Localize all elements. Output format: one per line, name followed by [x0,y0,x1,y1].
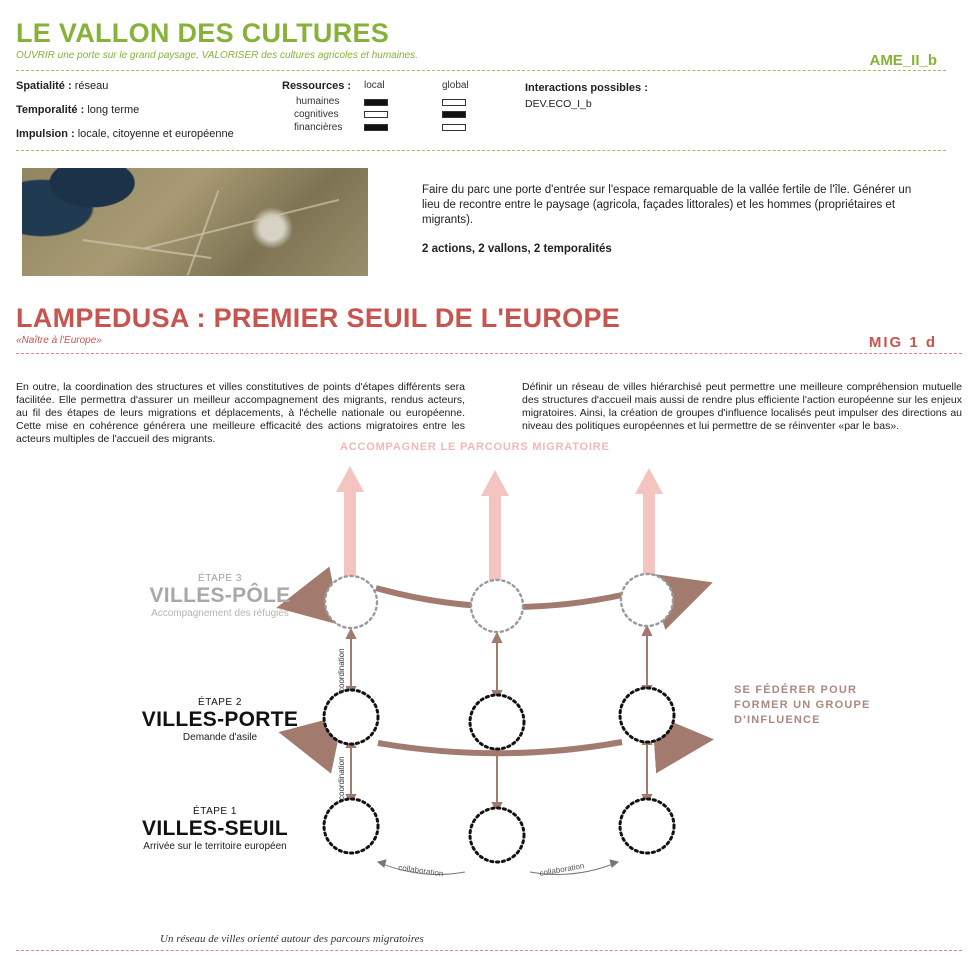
card2-paragraph-left: En outre, la coordination des structures et villes constitutives de points d'étapes différents sera facilitée. Elle permettra d'assurer un meilleur accompagnement des migrants, rendus acteurs, au fil des étapes de leurs migrations et déplacements, à l'échelle nationale ou européenne. Cette mise en cohérence générera une meilleure efficacité des actions migratoires entre les acteurs multiples de l'accueil des migrants. [16,381,465,445]
stage-3 [110,573,330,619]
card1-code: AME_II_b [869,52,937,69]
node-etape1-right [620,799,674,853]
stage-desc: Arrivée sur le territoire européen [143,841,287,852]
up-arrow-shaft-left [344,490,356,576]
stage-desc: Accompagnement des réfugiés [151,608,289,619]
upward-arrows [336,466,663,580]
card1-actions: 2 actions, 2 vallons, 2 temporalités [422,243,612,255]
federer-label: SE FÉDÉRER POUR FORMER UN GROUPE D'INFLUENCE [734,684,871,726]
city-nodes [324,574,674,862]
card1-subtitle: OUVRIR une porte sur le grand paysage, VALORISER des cultures agricoles et humaines. [16,50,418,61]
stage-name: VILLES-SEUIL [142,817,288,840]
stage-step: ÉTAPE 1 [193,806,237,817]
stage-name: VILLES-PORTE [141,708,299,731]
spatialite: Spatialité : réseau [16,80,109,92]
card1-description: Faire du parc une porte d'entrée sur l'espace remarquable de la vallée fertile de l'île. Générer un lieu de recontre entre le paysage (agricola, façades littorales) et les hommes (propriétaires et migrants). [422,184,912,226]
card1-title: LE VALLON DES CULTURES [16,18,390,48]
node-etape2-left [324,690,378,744]
h-arrow-middle-right [675,741,690,742]
node-etape3-right [621,574,673,626]
card2-subtitle: «Naître à l'Europe» [16,335,102,346]
impulsion: Impulsion : locale, citoyenne et européenne [16,128,234,140]
stage-2 [110,697,330,743]
stage-step: ÉTAPE 2 [198,697,242,708]
h-arrow-top-right [675,590,690,595]
card2-title: LAMPEDUSA : PREMIER SEUIL DE L'EUROPE [16,303,621,333]
resource-name: financières [294,122,343,133]
card2-divider-bottom [16,950,962,951]
card2-code: MIG 1 d [868,334,937,351]
up-arrow-head-right [635,468,663,494]
resource-name: cognitives [294,109,339,120]
node-etape2-middle [470,695,524,749]
coordination-label-upper: coordination [337,648,346,692]
stage-step: ÉTAPE 3 [198,573,242,584]
up-arrow-shaft-middle [489,494,501,580]
up-arrow-shaft-right [643,492,655,576]
col-local: local [364,80,385,91]
up-arrow-head-middle [481,470,509,496]
node-etape3-middle [471,580,523,632]
up-arrow-head-left [336,466,364,492]
ressources-label: Ressources : [282,80,352,92]
node-etape3-left [325,576,377,628]
interactions-label: Interactions possibles : [525,82,648,94]
collaboration-label-right: collaboration [538,861,586,878]
node-etape1-middle [470,808,524,862]
card2-paragraph-right: Définir un réseau de villes hiérarchisé peut permettre une meilleure compréhension mutuelle des structures d'accueil mais aussi de rendre plus efficiente l'action européenne sur les enjeux migratoires. Ainsi, la création de groupes d'influence localisés peut impulser des directions au niveau des politiques européennes et lui permettre de se réinventer «par le bas». [522,381,962,432]
diagram-top-label: ACCOMPAGNER LE PARCOURS MIGRATOIRE [340,441,610,453]
interactions-value: DEV.ECO_I_b [525,98,592,110]
stage-1 [100,806,330,852]
col-global: global [442,80,469,91]
temporalite: Temporalité : long terme [16,104,140,116]
stage-desc: Demande d'asile [182,732,258,743]
coordination-label-lower: coordination [337,756,346,800]
collaboration-label-left: collaboration [397,863,444,879]
resource-name: humaines [296,96,340,107]
node-etape2-right [620,688,674,742]
diagram-caption: Un réseau de villes orienté autour des parcours migratoires [160,933,424,945]
node-etape1-left [324,799,378,853]
stage-name: VILLES-PÔLE [149,584,291,607]
